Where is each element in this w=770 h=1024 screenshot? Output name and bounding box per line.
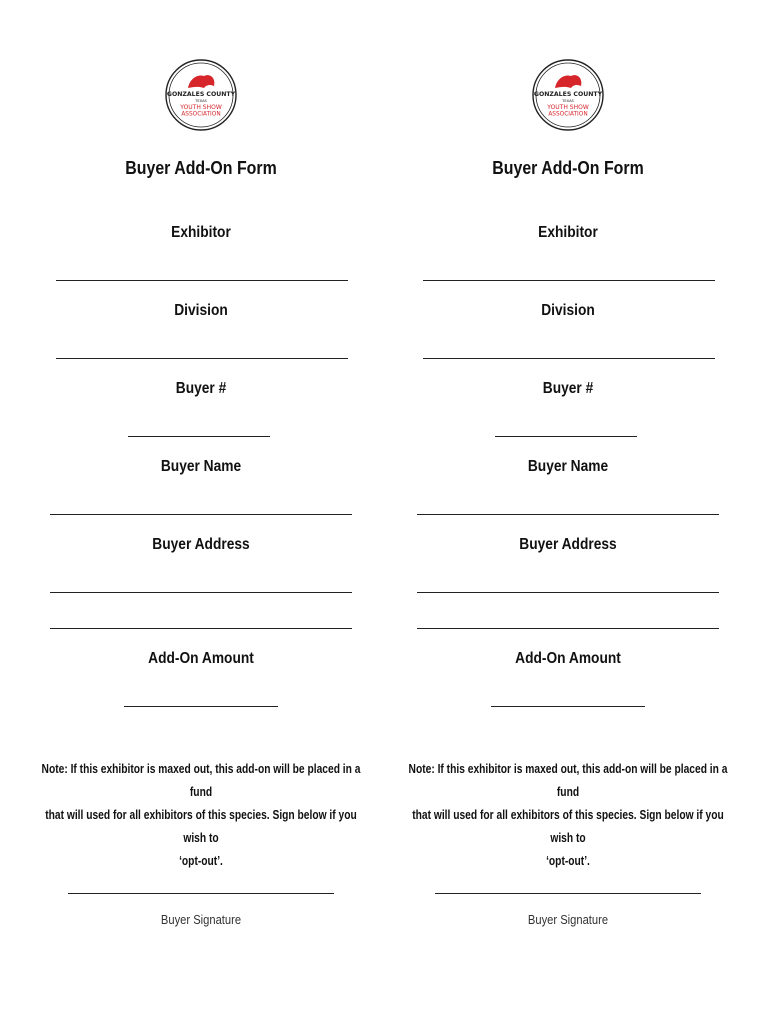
division-field[interactable]: [423, 358, 715, 359]
logo-line4: ASSOCIATION: [548, 111, 588, 118]
buyer-add-on-form-right: [403, 0, 733, 1024]
buyer-name-field[interactable]: [50, 514, 352, 515]
opt-out-note: [38, 758, 364, 873]
division-field[interactable]: [56, 358, 348, 359]
buyer-address-label: Buyer Address: [519, 536, 617, 553]
exhibitor-field[interactable]: [423, 280, 715, 281]
association-logo-graphic: [531, 58, 605, 132]
add-on-amount-label: Add-On Amount: [515, 650, 621, 667]
logo-line1: GONZALES COUNTY: [166, 91, 236, 98]
buyer-signature-label: Buyer Signature: [527, 912, 609, 927]
division-label: Division: [541, 302, 595, 319]
buyer-address-field-line1[interactable]: [417, 592, 719, 593]
buyer-name-label: Buyer Name: [527, 458, 609, 475]
logo-line1: GONZALES COUNTY: [533, 91, 603, 98]
note-line: ‘opt-out’.: [179, 854, 223, 868]
association-logo: [531, 58, 605, 132]
add-on-amount-field[interactable]: [491, 706, 645, 707]
note-line: that will used for all exhibitors of this species. Sign below if you wish to: [412, 808, 724, 845]
buyer-number-label: Buyer #: [542, 380, 594, 397]
logo-line4: ASSOCIATION: [181, 111, 221, 118]
buyer-number-label: Buyer #: [175, 380, 227, 397]
exhibitor-field[interactable]: [56, 280, 348, 281]
logo-line2: TEXAS: [195, 99, 207, 103]
buyer-name-label: Buyer Name: [160, 458, 242, 475]
note-line: ‘opt-out’.: [546, 854, 590, 868]
form-title: Buyer Add-On Form: [125, 157, 277, 178]
note-line: Note: If this exhibitor is maxed out, this add-on will be placed in a fund: [408, 762, 728, 799]
buyer-address-field-line1[interactable]: [50, 592, 352, 593]
exhibitor-label: Exhibitor: [538, 224, 598, 241]
form-title: Buyer Add-On Form: [492, 157, 644, 178]
buyer-number-field[interactable]: [128, 436, 270, 437]
opt-out-note: [405, 758, 731, 873]
division-label: Division: [174, 302, 228, 319]
exhibitor-label: Exhibitor: [171, 224, 231, 241]
logo-line3: YOUTH SHOW: [180, 104, 222, 111]
note-line: Note: If this exhibitor is maxed out, this add-on will be placed in a fund: [41, 762, 361, 799]
association-logo-graphic: [164, 58, 238, 132]
buyer-add-on-form-left: [36, 0, 366, 1024]
logo-line2: TEXAS: [562, 99, 574, 103]
add-on-amount-field[interactable]: [124, 706, 278, 707]
add-on-amount-label: Add-On Amount: [148, 650, 254, 667]
buyer-address-field-line2[interactable]: [417, 628, 719, 629]
buyer-name-field[interactable]: [417, 514, 719, 515]
buyer-signature-label: Buyer Signature: [160, 912, 242, 927]
buyer-signature-field[interactable]: [68, 893, 334, 894]
association-logo: [164, 58, 238, 132]
buyer-address-field-line2[interactable]: [50, 628, 352, 629]
buyer-signature-field[interactable]: [435, 893, 701, 894]
buyer-number-field[interactable]: [495, 436, 637, 437]
buyer-address-label: Buyer Address: [152, 536, 250, 553]
note-line: that will used for all exhibitors of this species. Sign below if you wish to: [45, 808, 357, 845]
logo-line3: YOUTH SHOW: [547, 104, 589, 111]
